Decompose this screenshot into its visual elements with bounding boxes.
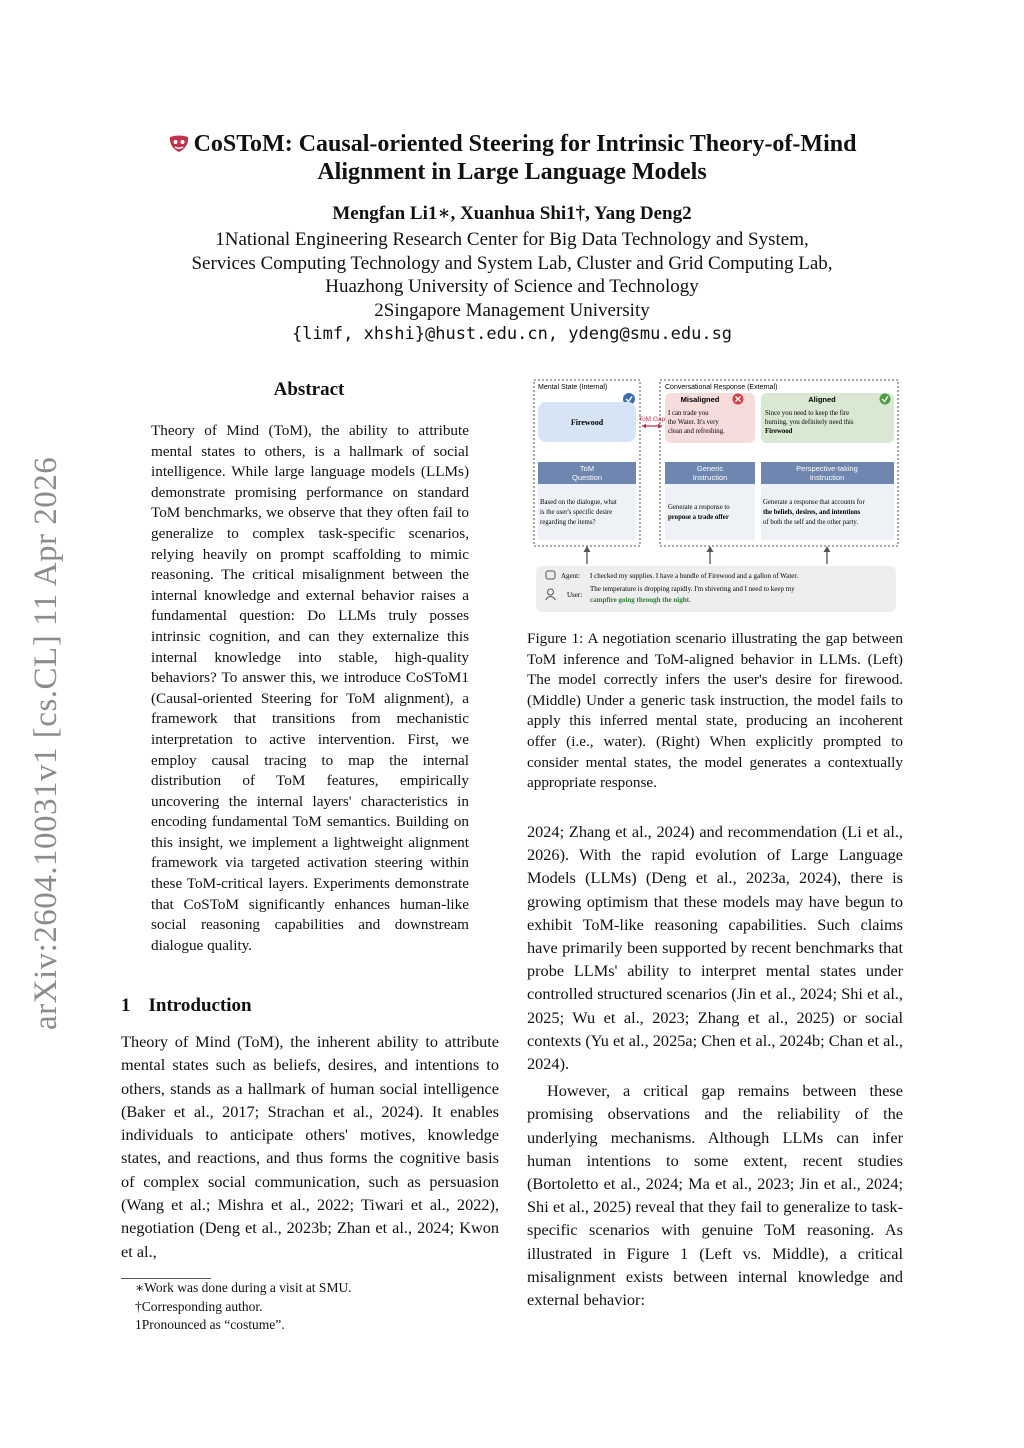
user-utterance: campfire going through the night. [590,596,691,604]
question-text: Based on the dialogue, what [540,499,617,506]
abstract-text: Theory of Mind (ToM), the ability to attribute mental states to others, is a hallmark of social intelligence. While large language models (LLMs) demonstrate promising performance on standard ToM benchmarks, we observe that they often fail to generalize to complex task-specific scenarios, relying heavily on prompt scaffolding to mimic reasoning. The critical misalignment between the internal knowledge and external behavior raises a fundamental question: Do LLMs truly posses intrinsic cognition, and can they externalize this internal knowledge into stable, high-quality behaviors? To answer this, we introduce CoSToM1 (Causal-oriented Steering for ToM alignment), a framework that transitions from mechanistic interpretation to active intervention. First, we employ causal tracing to map the internal distribution of ToM features, empirically uncovering the internal layers' characteristics in encoding fundamental ToM semantics. Building on this insight, we implement a lightweight alignment framework via targeted activation steering within these ToM-critical layers. Experiments demonstrate that CoSToM significantly enhances human-like social reasoning capabilities and downstream dialogue quality. [151,422,469,954]
perspective-label: Instruction [809,473,845,482]
aligned-text: Firewood [765,428,793,435]
introduction-text: Theory of Mind (ToM), the inherent ability to attribute mental states such as beliefs, desires, and intentions to others, stands as a hallmark of human social intelligence (Baker et al., 2017; Strachan et al., 2024). It enables individuals to anticipate others' motives, knowledge states, and reactions, and thus forms the cognitive basis of complex social communication, such as persuasion (Wang et al.; Mishra et al., 2022; Tiwari et al., 2022), negotiation (Deng et al., 2023b; Zhan et al., 2024; Kwon et al., [121,1032,499,1261]
agent-label: Agent: [561,572,581,580]
affiliation-line: 1National Engineering Research Center for Big Data Technology and System, [215,229,809,250]
tom-gap-label: ToM Gap [638,416,666,423]
footnote: 1Pronounced as “costume”. [135,1317,285,1332]
user-label: User: [567,591,583,599]
tom-question-label: Question [571,473,603,482]
conversational-label: Conversational Response (External) [665,384,778,391]
theater-mask-icon [168,135,190,153]
footnote: †Corresponding author. [135,1298,263,1314]
footnotes [135,1279,501,1335]
paper-title [100,130,924,186]
generic-label: Instruction [692,473,728,482]
section-heading-introduction [121,995,252,1017]
flow-arrows [587,550,827,564]
generic-text: Generate a response to [668,504,730,511]
affiliation-line: 2Singapore Management University [374,299,650,321]
affiliation-line: Services Computing Technology and System Lab, Cluster and Grid Computing Lab, [191,252,833,274]
affiliations [100,228,924,322]
agent-utterance: I checked my supplies. I have a bundle of Firewood and a gallon of Water. [590,572,799,580]
title-line-2: Alignment in Large Language Models [317,159,707,185]
question-text: regarding the items? [540,519,596,526]
perspective-label: Perspective-taking [796,464,858,473]
check-icon [880,394,891,405]
misaligned-text: the Water. It's very [668,419,719,426]
internal-answer: Firewood [570,418,604,427]
perspective-text: the beliefs, desires, and intentions [763,509,861,516]
section-number: 1 [121,995,131,1016]
right-column-text [527,820,903,1311]
author-emails[interactable]: {limf, xhshi}@hust.edu.cn, ydeng@smu.edu.sg [291,324,733,344]
figure-caption: Figure 1: A negotiation scenario illustrating the gap between ToM inference and ToM-aligned behavior in LLMs. (Left) The model correctly infers the user's desire for firewood. (Middle) Under a generic task instruction, the model fails to apply this inferred mental state, producing an incoherent offer (i.e., water). (Right) When explicitly prompted to consider mental states, the model generates a contextually appropriate response. [527,630,903,792]
aligned-text: burning, you definitely need this [765,419,854,426]
perspective-text: of both the self and the other party. [763,519,859,526]
aligned-label: Aligned [808,395,836,404]
paragraph: 2024; Zhang et al., 2024) and recommendation (Li et al., 2026). With the rapid evolution of Large Language Models (LLMs) (Deng et al., 2023a, 2024), there is growing optimism that these models may have begun to exhibit ToM-like reasoning capabilities. Such claims have primarily been supported by recent benchmarks that probe LLMs' ability to interpret mental states under controlled structured scenarios (Jin et al., 2024; Shi et al., 2025; Wu et al., 2023; Zhang et al., 2025) or social contexts (Yu et al., 2025a; Chen et al., 2024b; Chan et al., 2024). [527,822,903,1074]
tom-question-label: ToM [579,464,595,473]
misaligned-text: I can trade you [668,410,709,417]
misaligned-text: clean and refreshing. [668,428,725,435]
arxiv-stamp: arXiv:2604.10031v1 [cs.CL] 11 Apr 2026 [28,456,64,1030]
user-utterance: The temperature is dropping rapidly. I'm shivering and I need to keep my [590,585,795,593]
question-text: is the user's specific desire [540,509,613,516]
perspective-text: Generate a response that accounts for [763,499,865,506]
mental-state-label: Mental State (Internal) [538,384,608,391]
footnote: ∗Work was done during a visit at SMU. [135,1280,352,1295]
affiliation-line: Huazhong University of Science and Technology [325,276,699,297]
author-list: Mengfan Li1∗, Xuanhua Shi1†, Yang Deng2 [332,203,692,224]
generic-instruction-body [665,484,755,540]
generic-text: propose a trade offer [668,514,729,521]
title-line-1: CoSToM: Causal-oriented Steering for Intrinsic Theory-of-Mind [193,131,857,157]
misaligned-label: Misaligned [680,395,720,404]
paragraph: However, a critical gap remains between these promising observations and the reliability of the underlying mechanisms. Although LLMs can infer human intentions to some extent, recent studies (Bortoletto et al., 2024; Ma et al., 2023; Jin et al., 2024; Shi et al., 2025) reveal that they fail to generalize to task-specific scenarios with genuine ToM reasoning. As illustrated in Figure 1 (Left vs. Middle), a critical misalignment exists between internal knowledge and external behavior: [527,1081,903,1310]
generic-label: Generic [696,464,724,473]
aligned-text: Since you need to keep the fire [765,410,850,417]
abstract-heading: Abstract [273,379,345,400]
figure-1-diagram [532,378,900,614]
section-title: Introduction [148,995,252,1016]
